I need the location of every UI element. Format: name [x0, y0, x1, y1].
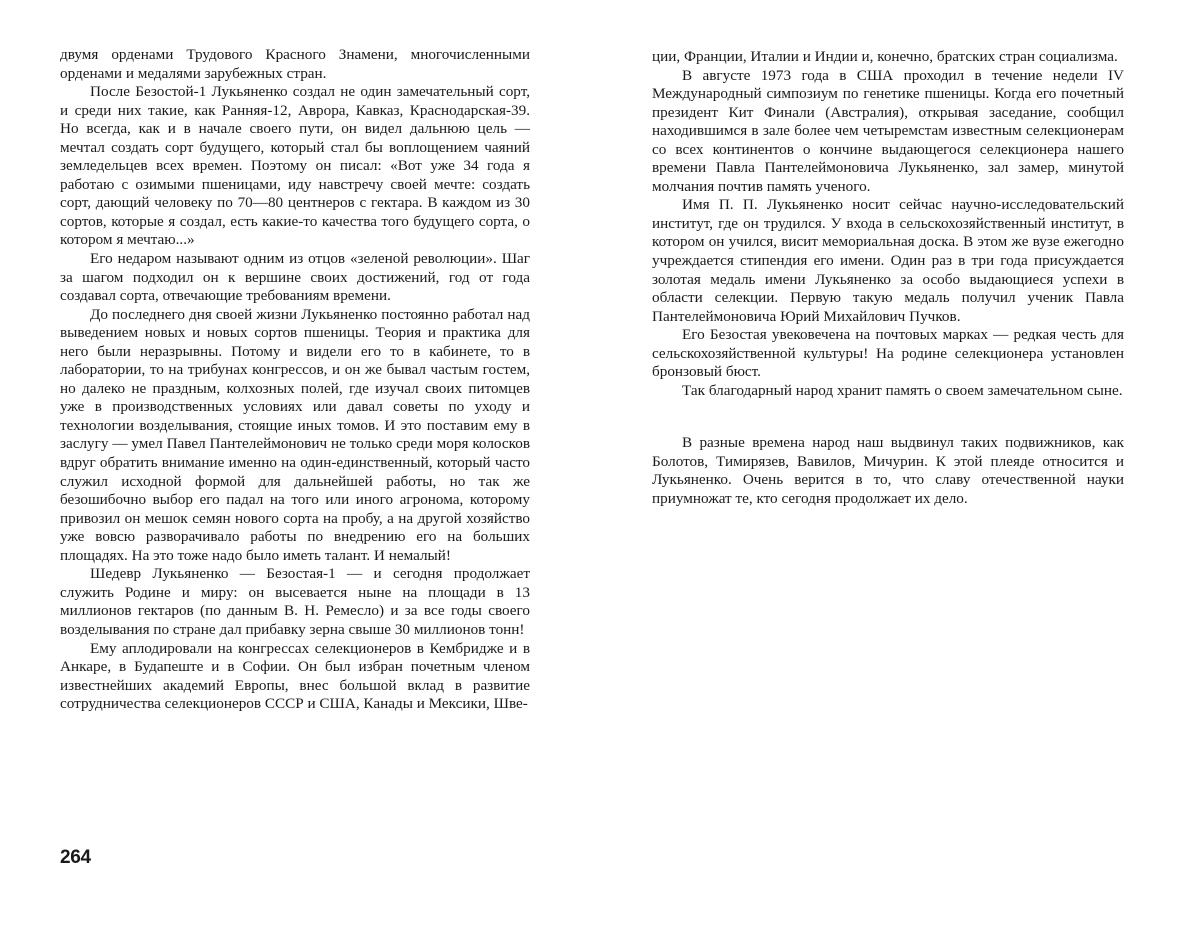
- paragraph: Шедевр Лукьяненко — Безостая-1 — и сегодня продолжает служить Родине и миру: он высевается ныне на площади в 13 миллионов гектаров (по данным В. Н. Ремесло) и за все годы своего возделывания по стране дал прибавку зерна свыше 30 миллионов тонн!: [60, 565, 530, 638]
- paragraph: двумя орденами Трудового Красного Знамени, многочисленными орденами и медалями зарубежных стран.: [60, 46, 530, 82]
- paragraph: Так благодарный народ хранит память о своем замечательном сыне.: [682, 381, 1123, 399]
- paragraph: До последнего дня своей жизни Лукьяненко постоянно работал над выведением новых и новых сортов пшеницы. Теория и практика для него были неразрывны. Потому и видели его то в кабинете, то в лаборатории, то на трибунах конгрессов, и он же бывал частым гостем, но далеко не праздным, колхозных полей, где изучал своих питомцев уже в производственных условиях или давал советы по уходу и технологии возделывания, стоящие иных томов. И это поставим ему в заслугу — умел Павел Пантелеймонович не только среди моря колосков вдруг обратить внимание именно на один-единственный, который часто служил исходной формой для дальнейшей работы, но так же безошибочно выбор его падал на того или иного агронома, которому привозил он мешок семян нового сорта на пробу, а на другой хозяйство уже вовсю разворачивало работы по внедрению его на больших площадях. На это тоже надо было иметь талант. И немалый!: [60, 305, 530, 564]
- paragraph: Его недаром называют одним из отцов «зеленой революции». Шаг за шагом подходил он к вершине своих достижений, год от года создавал сорта, отвечающие требованиям времени.: [60, 250, 530, 305]
- paragraph: В разные времена народ наш выдвинул таких подвижников, как Болотов, Тимирязев, Вавилов, Мичурин. К этой плеяде относится и Лукьяненко. Очень верится в то, что славу отечественной науки приумножат те, кто сегодня продолжает их дело.: [652, 434, 1124, 508]
- right-page-text: [652, 48, 1124, 509]
- paragraph: ции, Франции, Италии и Индии и, конечно, братских стран социализма.: [652, 48, 1118, 65]
- paragraph: В августе 1973 года в США проходил в течение недели IV Международный симпозиум по генетике пшеницы. Когда его почетный президент Кит Финали (Австралия), открывая заседание, сообщил находившимся в зале более чем четыремстам известным селекционерам со всех континентов о кончине выдающегося селекционера нашего времени Павла Пантелеймоновича Лукьяненко, зал замер, минутой молчания почтив память ученого.: [652, 66, 1124, 195]
- left-page-text: [60, 46, 530, 714]
- paragraph: Его Безостая увековечена на почтовых марках — редкая честь для сельскохозяйственной культуры! На родине селекционера установлен бронзовый бюст.: [652, 326, 1124, 381]
- paragraph: Имя П. П. Лукьяненко носит сейчас научно-исследовательский институт, где он трудился. У входа в сельскохозяйственный институт, в котором он учился, висит мемориальная доска. В этом же вузе ежегодно учреждается стипендия его имени. Один раз в три года присуждается золотая медаль имени Лукьяненко за особо выдающиеся успехи в области селекции. Первую такую медаль получил ученик Павла Пантелеймоновича Юрий Михайлович Пучков.: [652, 196, 1124, 325]
- paragraph: После Безостой-1 Лукьяненко создал не один замечательный сорт, и среди них такие, как Ранняя-12, Аврора, Кавказ, Краснодарская-39. Но всегда, как и в начале своего пути, он видел дальнюю цель — мечтал создать сорт будущего, который стал бы воплощением чаяний земледельцев всех времен. Поэтому он писал: «Вот уже 34 года я работаю с озимыми пшеницами, иду навстречу своей мечте: создать сорт, дающий человеку по 70—80 центнеров с гектара. В каждом из 30 сортов, которые я создал, есть какие-то качества того будущего сорта, о котором я мечтаю...»: [60, 83, 530, 249]
- paragraph: Ему аплодировали на конгрессах селекционеров в Кембридже и в Анкаре, в Будапеште и в Софии. Он был избран почетным членом известнейших академий Европы, внес большой вклад в развитие сотрудничества селекционеров СССР и США, Канады и Мексики, Шве-: [60, 639, 530, 713]
- page-number: 264: [60, 847, 91, 868]
